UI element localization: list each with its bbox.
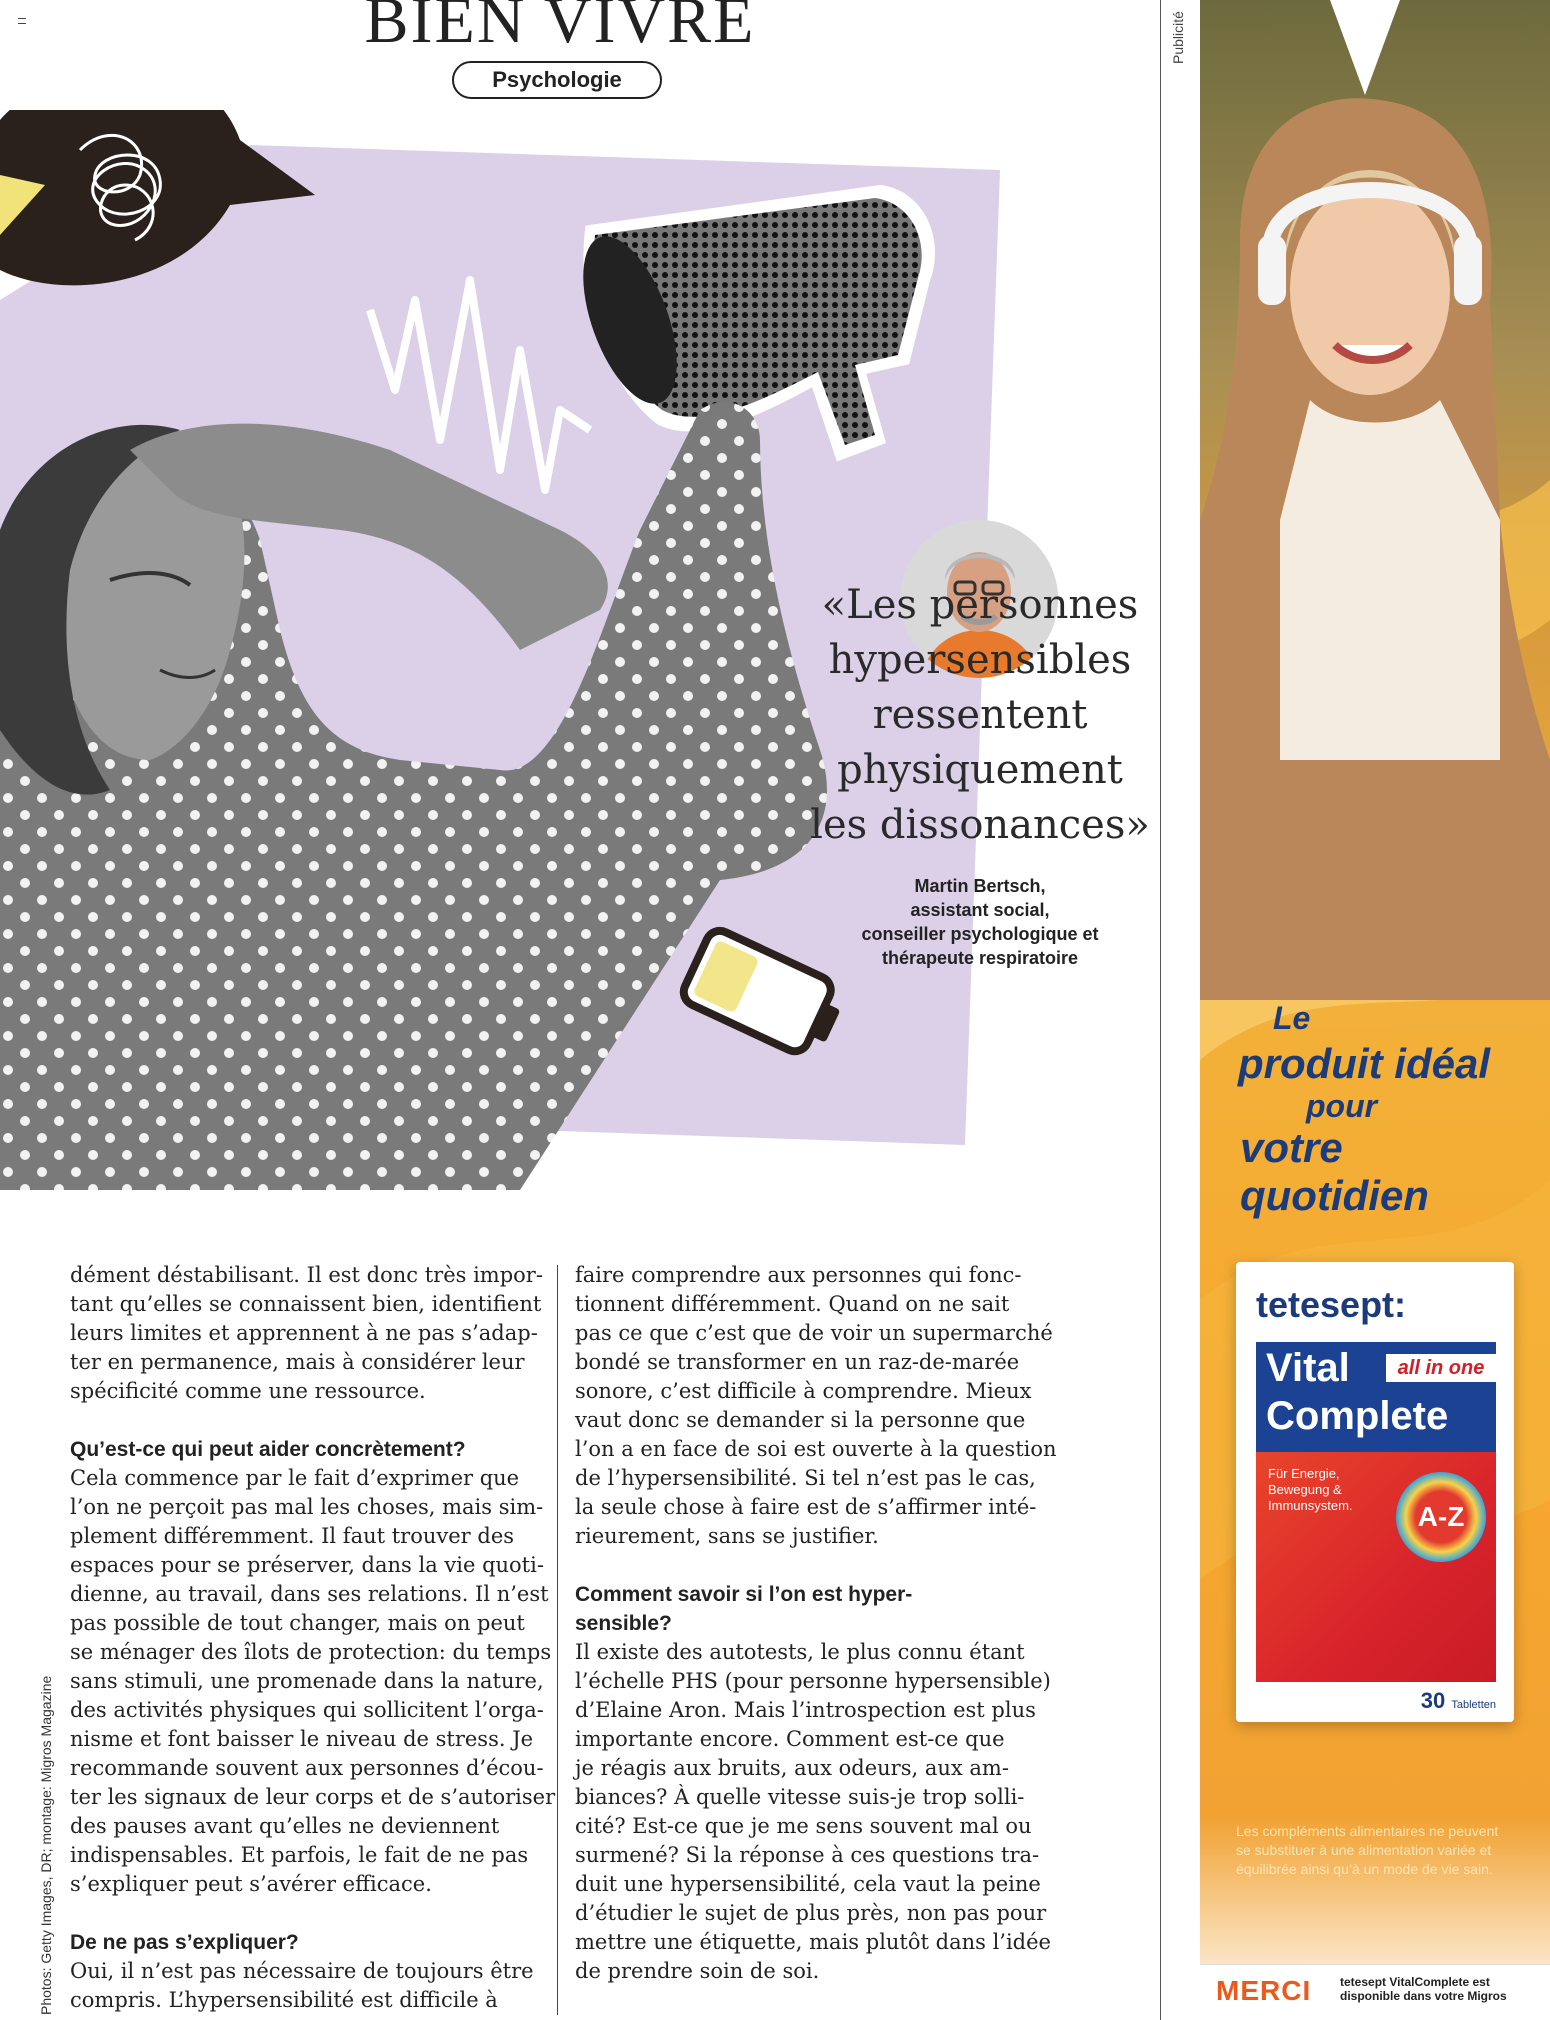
paragraph-gap	[70, 1899, 570, 1928]
article-text-line: pas possible de tout changer, mais on peut	[70, 1611, 525, 1635]
article-text-line: des pauses avant qu’elles ne deviennent	[70, 1814, 500, 1838]
ad-headline-line: votre quotidien	[1240, 1124, 1429, 1219]
article-text-line: des activités physiques qui sollicitent l’orga-	[70, 1698, 544, 1722]
advertisement[interactable]	[1200, 0, 1550, 2020]
paragraph-gap	[70, 1406, 570, 1435]
pull-quote-line: les dissonances»	[810, 802, 1150, 848]
ad-headline-line: pour	[1306, 1088, 1378, 1124]
section-heading: Comment savoir si l’on est hyper-	[575, 1583, 913, 1606]
article-text-line: de prendre soin de soi.	[575, 1959, 820, 1983]
article-text-line: s’expliquer peut s’avérer efficace.	[70, 1872, 432, 1896]
product-brand: tetesept:	[1256, 1284, 1407, 1325]
article-text-line: l’échelle PHS (pour personne hypersensible)	[575, 1669, 1051, 1693]
article-text-line: dément déstabilisant. Il est donc très impor-	[70, 1263, 543, 1287]
article-text-line: d’Elaine Aron. Mais l’introspection est plus	[575, 1698, 1036, 1722]
article-text-line: faire comprendre aux personnes qui fonc-	[575, 1263, 1022, 1287]
column-divider	[557, 1265, 558, 2015]
article-text-line: pas ce que c’est que de voir un supermarché	[575, 1321, 1053, 1345]
article-text-line: se ménager des îlots de protection: du temps	[70, 1640, 552, 1664]
ad-model-illustration	[1200, 98, 1550, 1000]
product-count-unit: Tabletten	[1451, 1699, 1496, 1711]
article-text-line: mettre une étiquette, mais plutôt dans l’idée	[575, 1930, 1051, 1954]
article-text-line: bondé se transformer en un raz-de-marée	[575, 1350, 1020, 1374]
ad-headline-line: Le	[1273, 1000, 1311, 1036]
ad-divider	[1160, 0, 1161, 2020]
article-text-line: duit une hypersensibilité, cela vaut la peine	[575, 1872, 1041, 1896]
article-text-line: dienne, au travail, dans ses relations. Il n’est	[70, 1582, 549, 1606]
quote-author	[830, 874, 1130, 970]
ad-availability: tetesept VitalComplete est disponible dans votre Migros	[1340, 1975, 1507, 2003]
article-text-line: je réagis aux bruits, aux odeurs, aux am-	[575, 1756, 1009, 1780]
article-text-line: biances? À quelle vitesse suis-je trop solli-	[575, 1785, 1025, 1809]
ad-disclaimer: Les compléments alimentaires ne peuvent se substituer à une alimentation variée et équilibrée ainsi qu’à un mode de vie sain.	[1236, 1823, 1499, 1877]
paragraph-gap	[575, 1551, 1075, 1580]
product-description: Für Energie, Bewegung & Immunsystem.	[1268, 1466, 1353, 1513]
product-package[interactable]	[1236, 1262, 1514, 1722]
article-text-line: importante encore. Comment est-ce que	[575, 1727, 1005, 1751]
pull-quote-line: hypersensibles	[828, 637, 1132, 683]
article-text-line: espaces pour se préserver, dans la vie quoti-	[70, 1553, 544, 1577]
photo-credit: Photos: Getty Images, DR; montage: Migros Magazine	[38, 1675, 54, 2015]
article-text-line: Oui, il n’est pas nécessaire de toujours être	[70, 1959, 534, 1983]
pull-quote-line: ressentent	[872, 692, 1088, 738]
ad-headline-line: produit idéal	[1238, 1040, 1490, 1087]
pull-quote-line: «Les personnes	[821, 582, 1139, 628]
product-name: Complete	[1266, 1394, 1449, 1438]
merci-logo: MERCI	[1216, 1975, 1312, 2006]
section-heading: De ne pas s’expliquer?	[70, 1931, 299, 1954]
article-text-line: cité? Est-ce que je me sens souvent mal ou	[575, 1814, 1032, 1838]
section-heading: sensible?	[575, 1612, 672, 1635]
article-text-line: la seule chose à faire est de s’affirmer inté-	[575, 1495, 1037, 1519]
article-text-line: Cela commence par le fait d’exprimer que	[70, 1466, 520, 1490]
quote-author-line: thérapeute respiratoire	[881, 948, 1079, 968]
product-count-value: 30	[1420, 1688, 1446, 1713]
quote-author-line: assistant social,	[910, 900, 1050, 920]
article-text-line: vaut donc se demander si la personne que	[575, 1408, 1026, 1432]
article-text-line: ter en permanence, mais à considérer leur	[70, 1350, 525, 1374]
product-count	[1421, 1688, 1496, 1714]
article-column-right	[575, 1261, 1075, 1986]
product-badge: A-Z	[1396, 1472, 1486, 1562]
article-text-line: l’on ne perçoit pas mal les choses, mais sim-	[70, 1495, 544, 1519]
article-text-line: sonore, c’est difficile à comprendre. Mieux	[575, 1379, 1032, 1403]
article-text-line: surmené? Si la réponse à ces questions tra-	[575, 1843, 1040, 1867]
article-text-line: rieurement, sans se justifier.	[575, 1524, 879, 1548]
category-pill[interactable]: Psychologie	[452, 61, 662, 99]
ad-label: Publicité	[1170, 11, 1186, 64]
article-text-line: spécificité comme une ressource.	[70, 1379, 426, 1403]
article-text-line: compris. L’hypersensibilité est difficile à	[70, 1988, 498, 2012]
article-text-line: indispensables. Et parfois, le fait de ne pas	[70, 1843, 529, 1867]
product-tag: all in one	[1386, 1354, 1496, 1382]
ad-arrow-icon	[1330, 0, 1400, 95]
article-text-line: tionnent différemment. Quand on ne sait	[575, 1292, 1010, 1316]
article-text-line: sans stimuli, une promenade dans la nature,	[70, 1669, 544, 1693]
article-text-line: recommande souvent aux personnes d’écou-	[70, 1756, 544, 1780]
article-text-line: d’étudier le sujet de plus près, non pas pour	[575, 1901, 1047, 1925]
menu-icon[interactable]	[18, 18, 26, 24]
section-heading: Qu’est-ce qui peut aider concrètement?	[70, 1438, 466, 1461]
pull-quote-line: physiquement	[837, 747, 1123, 793]
article-text-line: leurs limites et apprennent à ne pas s’adap-	[70, 1321, 538, 1345]
quote-author-line: conseiller psychologique et	[861, 924, 1099, 944]
article-column-left	[70, 1261, 570, 2015]
article-text-line: plement différemment. Il faut trouver des	[70, 1524, 515, 1548]
product-name-panel	[1256, 1342, 1496, 1452]
product-red-panel	[1256, 1452, 1496, 1682]
article-text-line: ter les signaux de leur corps et de s’autoriser	[70, 1785, 556, 1809]
product-name: Vital	[1266, 1346, 1350, 1390]
article-text-line: Il existe des autotests, le plus connu étant	[575, 1640, 1025, 1664]
article-text-line: l’on a en face de soi est ouverte à la question	[575, 1437, 1057, 1461]
article-text-line: tant qu’elles se connaissent bien, identifient	[70, 1292, 542, 1316]
article-text-line: de l’hypersensibilité. Si tel n’est pas le cas,	[575, 1466, 1036, 1490]
pull-quote	[800, 578, 1160, 853]
section-title: BIEN VIVRE	[364, 0, 756, 57]
article-text-line: nisme et font baisser le niveau de stress. Je	[70, 1727, 534, 1751]
quote-author-line: Martin Bertsch,	[914, 876, 1046, 896]
ad-footer	[1200, 1964, 1550, 2020]
